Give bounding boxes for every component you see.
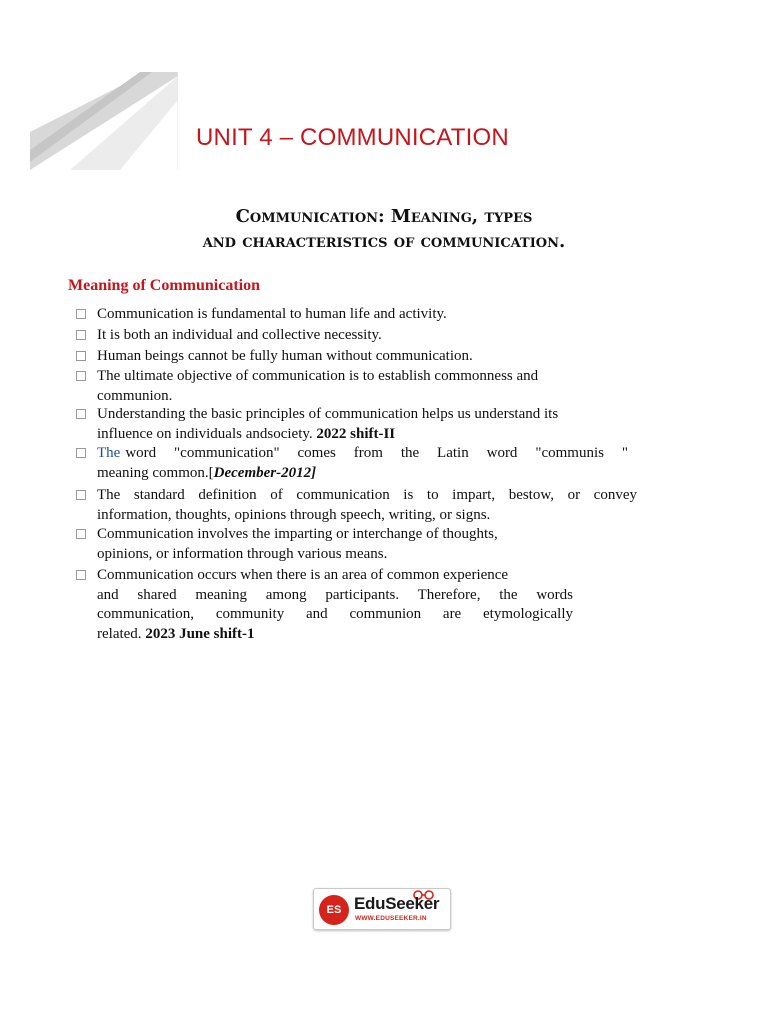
list-item-text: The standard definition of communication is to impart, bestow, or convey [97,487,637,503]
list-item-text: word "communication" comes from the Latin word "communis " [125,445,628,461]
section-heading: Meaning of Communication [68,277,260,294]
checkbox-outline-icon [76,330,86,340]
list-item-lead-word: The [97,445,121,461]
list-item-text: Human beings cannot be fully human without communication. [97,348,473,364]
list-item-text: related. [97,625,142,642]
checkbox-outline-icon [76,529,86,539]
logo-badge: ES [319,895,349,925]
list-item-text: It is both an individual and collective necessity. [97,327,382,343]
checkbox-outline-icon [76,570,86,580]
list-item-text: meaning common.[ [97,464,214,481]
checkbox-outline-icon [76,448,86,458]
list-item-text: Communication is fundamental to human life and activity. [97,306,447,322]
list-item-text: information, thoughts, opinions through speech, writing, or signs. [97,506,491,523]
logo-url: WWW.EDUSEEKER.IN [355,915,427,922]
logo-name: EduSeeker [354,894,440,913]
list-item-text: Communication involves the imparting or interchange of thoughts, [97,526,498,542]
list-item-text: opinions, or information through various means. [97,545,388,562]
list-item-text: The ultimate objective of communication is to establish commonness and [97,368,539,384]
exam-reference: 2023 June shift-1 [145,625,255,642]
topic-heading-line-2: and characteristics of communication. [202,231,566,252]
checkbox-outline-icon [76,351,86,361]
page-curl-decoration [30,72,178,170]
checkbox-outline-icon [76,490,86,500]
eduseeker-logo [313,888,451,930]
list-item-text: and shared meaning among participants. Therefore, the words [97,586,573,603]
list-item-text: Understanding the basic principles of communication helps us understand its [97,406,559,422]
list-item-text: influence on individuals andsociety. [97,425,313,442]
topic-heading-line-1: Communication: Meaning, types [235,206,533,227]
list-item-text: communication, community and communion are etymologically [97,606,573,622]
exam-reference: 2022 shift-II [316,425,396,442]
checkbox-outline-icon [76,371,86,381]
list-item-text: communion. [97,387,173,404]
unit-title: UNIT 4 – COMMUNICATION [196,124,509,151]
list-item-text: Communication occurs when there is an area of common experience [97,567,509,583]
exam-reference: December-2012] [213,464,317,481]
checkbox-outline-icon [76,409,86,419]
topic-heading [0,204,768,254]
checkbox-outline-icon [76,309,86,319]
